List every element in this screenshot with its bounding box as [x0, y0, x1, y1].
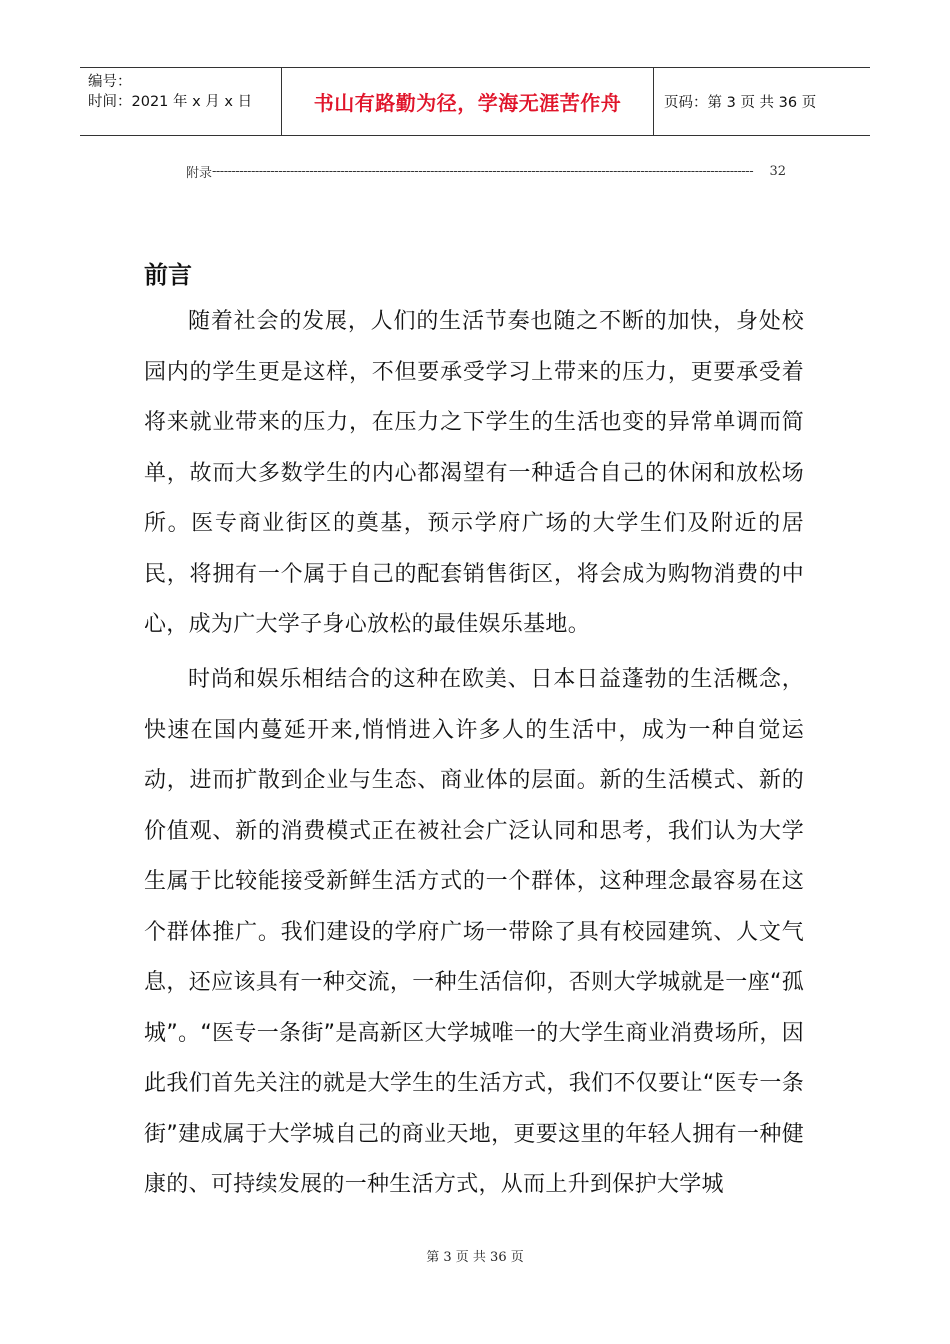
toc-entry-appendix [186, 162, 786, 181]
serial-number-label: 编号： [88, 74, 132, 90]
body-paragraph: 时尚和娱乐相结合的这种在欧美、日本日益蓬勃的生活概念，快速在国内蔓延开来,悄悄进入许多人的生活中，成为一种自觉运动，进而扩散到企业与生态、商业体的层面。新的生活模式、新的价值观、新的消费模式正在被社会广泛认同和思考，我们认为大学生属于比较能接受新鲜生活方式的一个群体，这种理念最容易在这个群体推广。我们建设的学府广场一带除了具有校园建筑、人文气息，还应该具有一种交流，一种生活信仰，否则大学城就是一座“孤城”。“医专一条街”是高新区大学城唯一的大学生商业消费场所，因此我们首先关注的就是大学生的生活方式，我们不仅要让“医专一条街”建成属于大学城自己的商业天地，更要这里的年轻人拥有一种健康的、可持续发展的一种生活方式，从而上升到保护大学城 [144, 667, 804, 1197]
toc-entry-label: 附录 [186, 166, 213, 181]
header-motto: 书山有路勤为径，学海无涯苦作舟 [281, 68, 654, 135]
toc-entry-page: 32 [769, 164, 786, 179]
date-label: 时间：2021 年 x 月 x 日 [88, 94, 253, 110]
body-paragraph: 随着社会的发展，人们的生活节奏也随之不断的加快，身处校园内的学生更是这样，不但要承受学习上带来的压力，更要承受着将来就业带来的压力，在压力之下学生的生活也变的异常单调而简单，故而大多数学生的内心都渴望有一种适合自己的休闲和放松场所。医专商业街区的奠基，预示学府广场的大学生们及附近的居民，将拥有一个属于自己的配套销售街区，将会成为购物消费的中心，成为广大学子身心放松的最佳娱乐基地。 [144, 309, 804, 637]
page-footer: 第 3 页 共 36 页 [426, 1250, 524, 1265]
header-meta-cell [80, 68, 281, 135]
toc-leader: ------------------------------------------------------------------------------------------------------------------------------------------- [212, 164, 754, 179]
document-header [80, 67, 870, 136]
section-heading: 前言 [144, 261, 192, 289]
header-page-info: 页码：第 3 页 共 36 页 [664, 95, 817, 111]
